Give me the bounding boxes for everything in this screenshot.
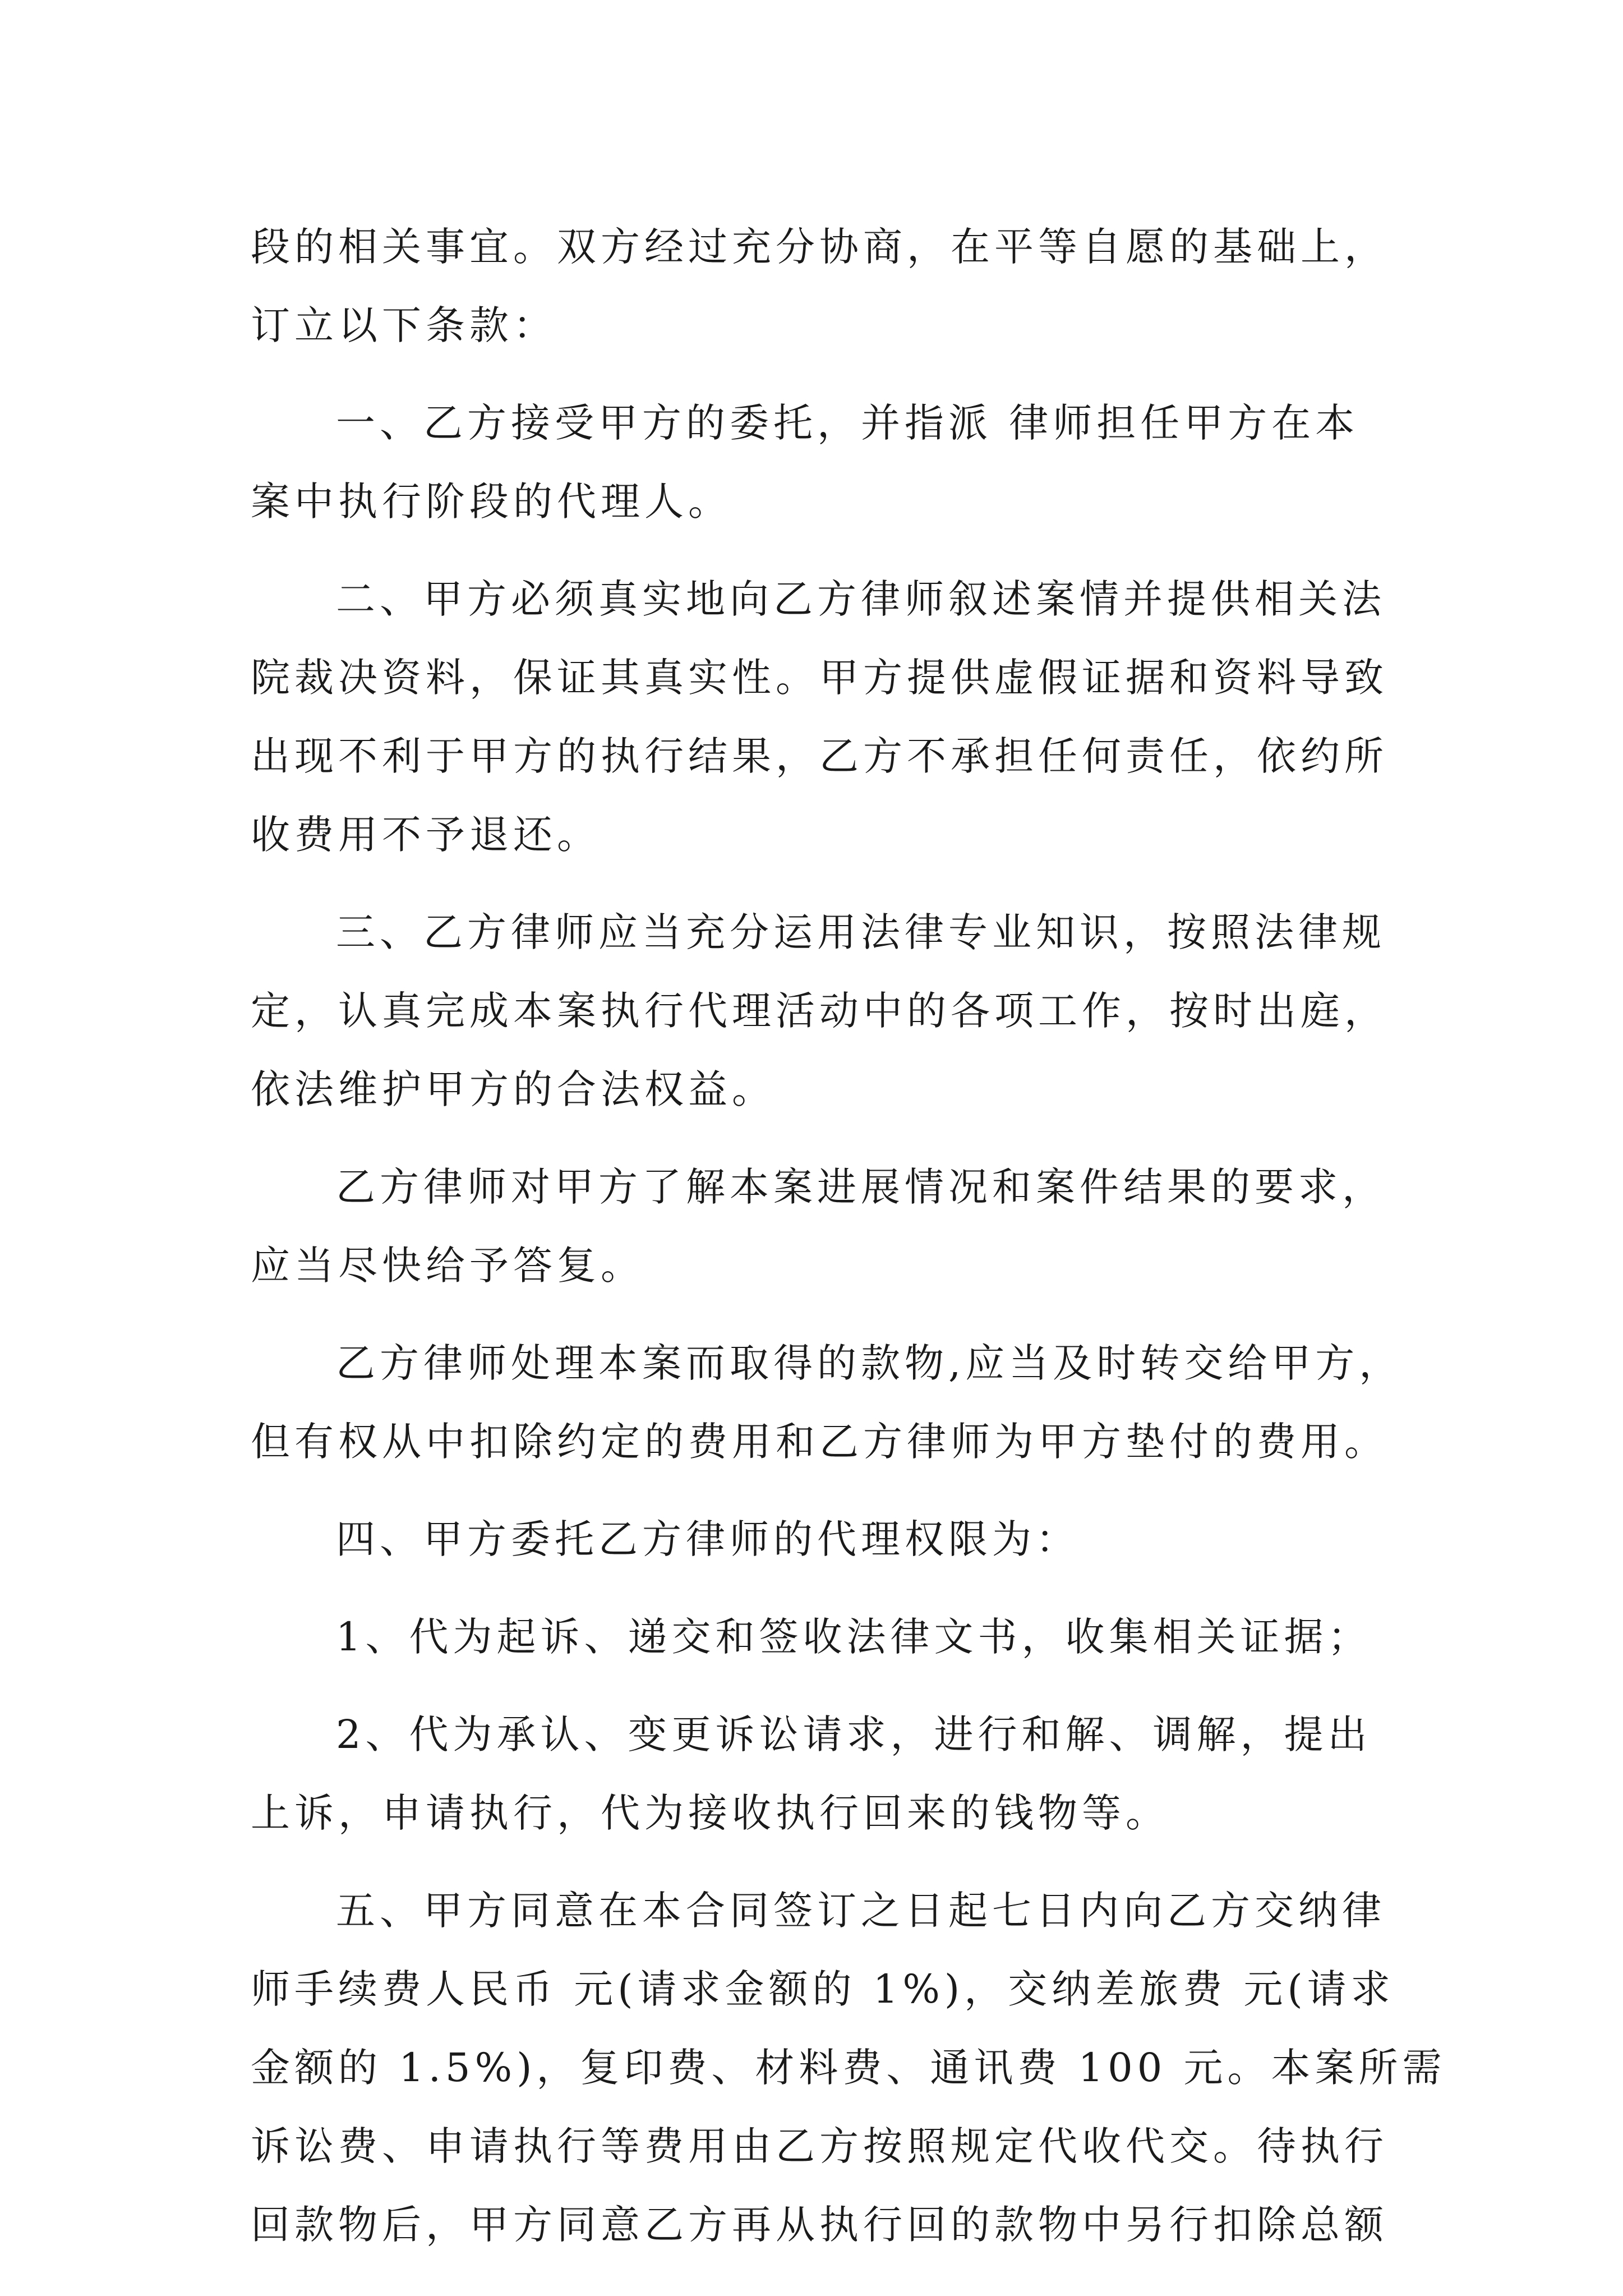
paragraph [251, 1871, 1446, 2264]
text-line: 三、乙方律师应当充分运用法律专业知识，按照法律规 [336, 909, 1386, 955]
paragraph [251, 1500, 1379, 1579]
text-line: 金额的 1.5%)，复印费、材料费、通讯费 100 元。本案所需 [251, 2045, 1446, 2091]
paragraph [251, 1324, 1403, 1481]
paragraph [251, 208, 1388, 365]
text-line: 诉讼费、申请执行等费用由乙方按照规定代收代交。待执行 [251, 2123, 1388, 2169]
text-line: 依法维护甲方的合法权益。 [251, 1066, 776, 1112]
text-line: 二、甲方必须真实地向乙方律师叙述案情并提供相关法 [336, 576, 1386, 622]
text-line: 上诉，申请执行，代为接收执行回来的钱物等。 [251, 1790, 1169, 1836]
document-body [251, 208, 1446, 2264]
text-line: 案中执行阶段的代理人。 [251, 478, 732, 524]
text-line: 1、代为起诉、递交和签收法律文书，收集相关证据； [336, 1614, 1372, 1660]
paragraph [251, 1598, 1379, 1676]
text-line: 院裁决资料，保证其真实性。甲方提供虚假证据和资料导致 [251, 655, 1388, 701]
text-line: 回款物后，甲方同意乙方再从执行回的款物中另行扣除总额 [251, 2202, 1388, 2248]
text-line: 收费用不予退还。 [251, 812, 601, 858]
paragraph [251, 1148, 1386, 1305]
text-line: 乙方律师对甲方了解本案进展情况和案件结果的要求， [336, 1164, 1386, 1210]
text-line: 段的相关事宜。双方经过充分协商，在平等自愿的基础上， [251, 224, 1388, 270]
paragraph [251, 384, 1379, 541]
text-line: 乙方律师处理本案而取得的款物,应当及时转交给甲方， [336, 1340, 1403, 1386]
text-line: 四、甲方委托乙方律师的代理权限为： [336, 1516, 1080, 1562]
text-line: 一、乙方接受甲方的委托，并指派 律师担任甲方在本 [336, 400, 1359, 446]
paragraph [251, 560, 1388, 874]
text-line: 订立以下条款： [251, 302, 557, 348]
paragraph [251, 893, 1388, 1129]
text-line: 五、甲方同意在本合同签订之日起七日内向乙方交纳律 [336, 1888, 1386, 1934]
paragraph [251, 1695, 1379, 1852]
text-line: 师手续费人民币 元(请求金额的 1%)，交纳差旅费 元(请求 [251, 1966, 1395, 2012]
text-line: 定，认真完成本案执行代理活动中的各项工作，按时出庭， [251, 988, 1388, 1034]
text-line: 出现不利于甲方的执行结果，乙方不承担任何责任，依约所 [251, 733, 1388, 779]
text-line: 2、代为承认、变更诉讼请求，进行和解、调解，提出 [336, 1711, 1372, 1757]
text-line: 但有权从中扣除约定的费用和乙方律师为甲方垫付的费用。 [251, 1419, 1388, 1465]
text-line: 应当尽快给予答复。 [251, 1243, 644, 1289]
